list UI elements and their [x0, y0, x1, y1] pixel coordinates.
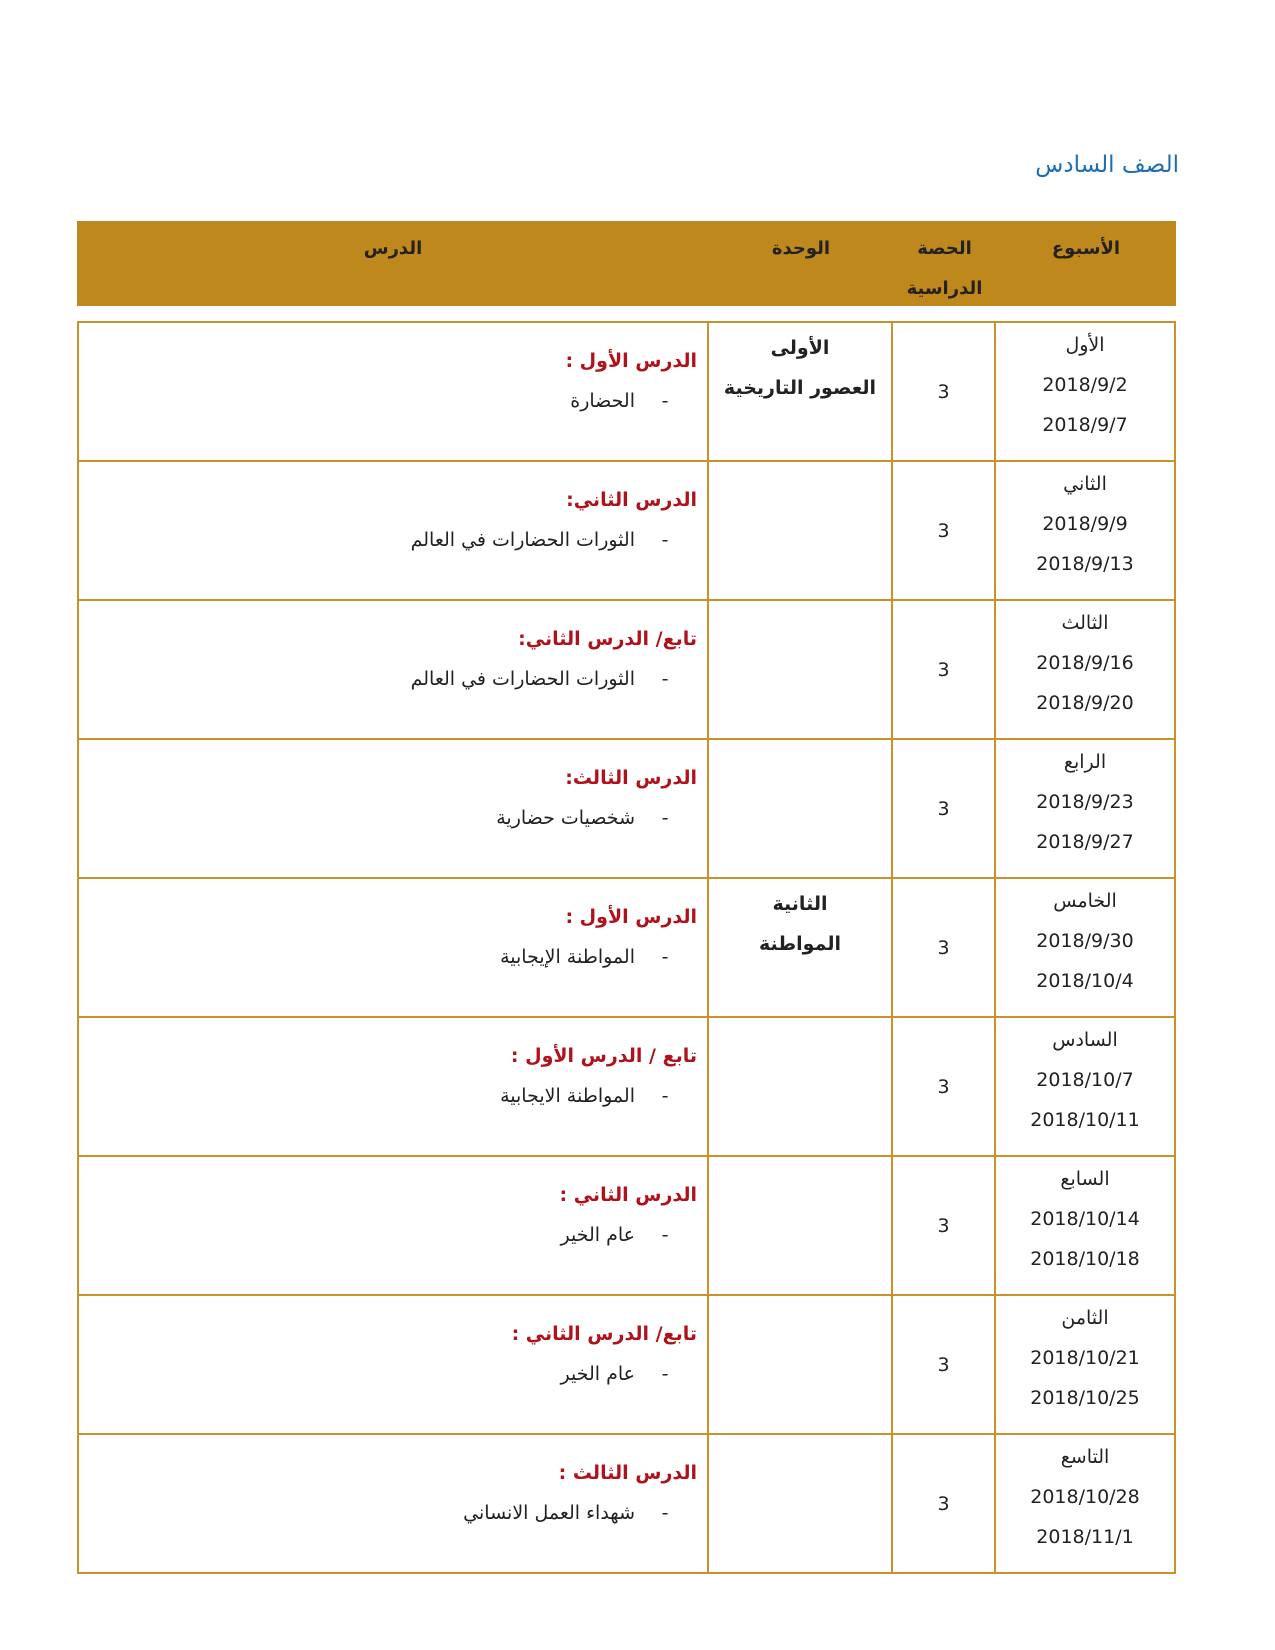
- week-cell: [995, 461, 1175, 600]
- unit-cell: [708, 322, 892, 461]
- bullet: -: [661, 946, 669, 968]
- unit-title: العصور التاريخية: [723, 377, 877, 399]
- lesson-item-text: الثورات الحضارات في العالم: [410, 529, 635, 551]
- week-name: الأول: [1065, 334, 1105, 356]
- bullet: -: [661, 390, 669, 412]
- week-name: السابع: [1060, 1168, 1110, 1190]
- week-name: الثامن: [1061, 1307, 1109, 1329]
- week-name: الرابع: [1063, 751, 1107, 773]
- lesson-item-text: عام الخير: [560, 1224, 635, 1246]
- lesson-cell: [78, 1434, 708, 1573]
- bullet: -: [661, 668, 669, 690]
- lesson-cell: [78, 739, 708, 878]
- unit-number: الأولى: [770, 337, 830, 359]
- week-cell: [995, 600, 1175, 739]
- bullet: -: [661, 1085, 669, 1107]
- periods-cell: 3: [892, 1017, 995, 1156]
- lesson-cell: [78, 878, 708, 1017]
- week-end-date: 2018/9/7: [1042, 414, 1128, 436]
- table-row: [78, 461, 1175, 600]
- week-cell: [995, 322, 1175, 461]
- unit-cell: [708, 461, 892, 600]
- lesson-heading: الدرس الثالث :: [558, 1462, 697, 1484]
- week-start-date: 2018/9/16: [1036, 652, 1134, 674]
- lesson-cell: [78, 600, 708, 739]
- lesson-cell: [78, 1017, 708, 1156]
- lesson-cell: [78, 322, 708, 461]
- week-end-date: 2018/10/11: [1030, 1109, 1140, 1131]
- week-name: الخامس: [1053, 890, 1117, 912]
- periods-cell: 3: [892, 739, 995, 878]
- table-row: [78, 1434, 1175, 1573]
- table-row: [78, 600, 1175, 739]
- week-end-date: 2018/9/27: [1036, 831, 1134, 853]
- lesson-cell: [78, 1156, 708, 1295]
- periods-cell: 3: [892, 461, 995, 600]
- table-row: [78, 322, 1175, 461]
- week-start-date: 2018/9/30: [1036, 930, 1134, 952]
- header-unit: الوحدة: [771, 238, 831, 259]
- unit-cell: [708, 1156, 892, 1295]
- table-row: [78, 1156, 1175, 1295]
- week-end-date: 2018/10/25: [1030, 1387, 1140, 1409]
- week-cell: [995, 1434, 1175, 1573]
- lesson-heading: الدرس الثاني :: [559, 1184, 697, 1206]
- lesson-item: [79, 937, 697, 977]
- lesson-item: [79, 381, 697, 421]
- schedule-table: [77, 321, 1176, 1574]
- lesson-heading: تابع/ الدرس الثاني :: [511, 1323, 697, 1345]
- table-header: [77, 221, 1176, 306]
- lesson-item: [79, 1493, 697, 1533]
- header-period: الحصة الدراسية: [906, 238, 983, 299]
- table-row: [78, 1017, 1175, 1156]
- week-name: الثاني: [1063, 473, 1107, 495]
- bullet: -: [661, 807, 669, 829]
- week-cell: [995, 1295, 1175, 1434]
- lesson-item: [79, 1215, 697, 1255]
- unit-cell: [708, 600, 892, 739]
- periods-cell: 3: [892, 600, 995, 739]
- header-lesson: الدرس: [363, 238, 423, 259]
- unit-cell: [708, 878, 892, 1017]
- unit-cell: [708, 1017, 892, 1156]
- lesson-heading: تابع / الدرس الأول :: [510, 1045, 697, 1067]
- unit-title: المواطنة: [759, 933, 841, 955]
- periods-cell: 3: [892, 322, 995, 461]
- week-cell: [995, 1017, 1175, 1156]
- week-end-date: 2018/9/13: [1036, 553, 1134, 575]
- week-start-date: 2018/10/14: [1030, 1208, 1140, 1230]
- week-end-date: 2018/11/1: [1036, 1526, 1134, 1548]
- week-end-date: 2018/10/4: [1036, 970, 1134, 992]
- lesson-item: [79, 520, 697, 560]
- table-row: [78, 878, 1175, 1017]
- week-end-date: 2018/9/20: [1036, 692, 1134, 714]
- periods-cell: 3: [892, 1156, 995, 1295]
- lesson-cell: [78, 1295, 708, 1434]
- lesson-item: [79, 659, 697, 699]
- week-cell: [995, 878, 1175, 1017]
- unit-cell: [708, 739, 892, 878]
- lesson-heading: الدرس الأول :: [565, 350, 697, 372]
- table-row: [78, 739, 1175, 878]
- lesson-item-text: الثورات الحضارات في العالم: [410, 668, 635, 690]
- periods-cell: 3: [892, 878, 995, 1017]
- lesson-item-text: عام الخير: [560, 1363, 635, 1385]
- week-end-date: 2018/10/18: [1030, 1248, 1140, 1270]
- lesson-heading: تابع/ الدرس الثاني:: [518, 628, 697, 650]
- week-start-date: 2018/10/21: [1030, 1347, 1140, 1369]
- lesson-item-text: شخصيات حضارية: [496, 807, 635, 829]
- bullet: -: [661, 1363, 669, 1385]
- week-start-date: 2018/9/23: [1036, 791, 1134, 813]
- lesson-cell: [78, 461, 708, 600]
- week-name: التاسع: [1060, 1446, 1110, 1468]
- lesson-item: [79, 798, 697, 838]
- unit-cell: [708, 1295, 892, 1434]
- week-start-date: 2018/9/9: [1042, 513, 1128, 535]
- lesson-item: [79, 1076, 697, 1116]
- week-start-date: 2018/9/2: [1042, 374, 1128, 396]
- table-row: [78, 1295, 1175, 1434]
- lesson-heading: الدرس الثاني:: [566, 489, 697, 511]
- bullet: -: [661, 529, 669, 551]
- bullet: -: [661, 1502, 669, 1524]
- bullet: -: [661, 1224, 669, 1246]
- unit-cell: [708, 1434, 892, 1573]
- lesson-heading: الدرس الأول :: [565, 906, 697, 928]
- week-name: الثالث: [1061, 612, 1109, 634]
- header-week: الأسبوع: [1051, 238, 1121, 259]
- unit-number: الثانية: [772, 893, 828, 915]
- periods-cell: 3: [892, 1295, 995, 1434]
- lesson-item-text: المواطنة الايجابية: [500, 1085, 635, 1107]
- week-start-date: 2018/10/7: [1036, 1069, 1134, 1091]
- page-title: الصف السادس: [1035, 152, 1179, 178]
- lesson-heading: الدرس الثالث:: [565, 767, 697, 789]
- lesson-item-text: شهداء العمل الانساني: [463, 1502, 635, 1524]
- week-name: السادس: [1052, 1029, 1118, 1051]
- week-cell: [995, 1156, 1175, 1295]
- week-cell: [995, 739, 1175, 878]
- lesson-item-text: المواطنة الإيجابية: [500, 946, 635, 968]
- week-start-date: 2018/10/28: [1030, 1486, 1140, 1508]
- lesson-item: [79, 1354, 697, 1394]
- lesson-item-text: الحضارة: [570, 390, 635, 412]
- periods-cell: 3: [892, 1434, 995, 1573]
